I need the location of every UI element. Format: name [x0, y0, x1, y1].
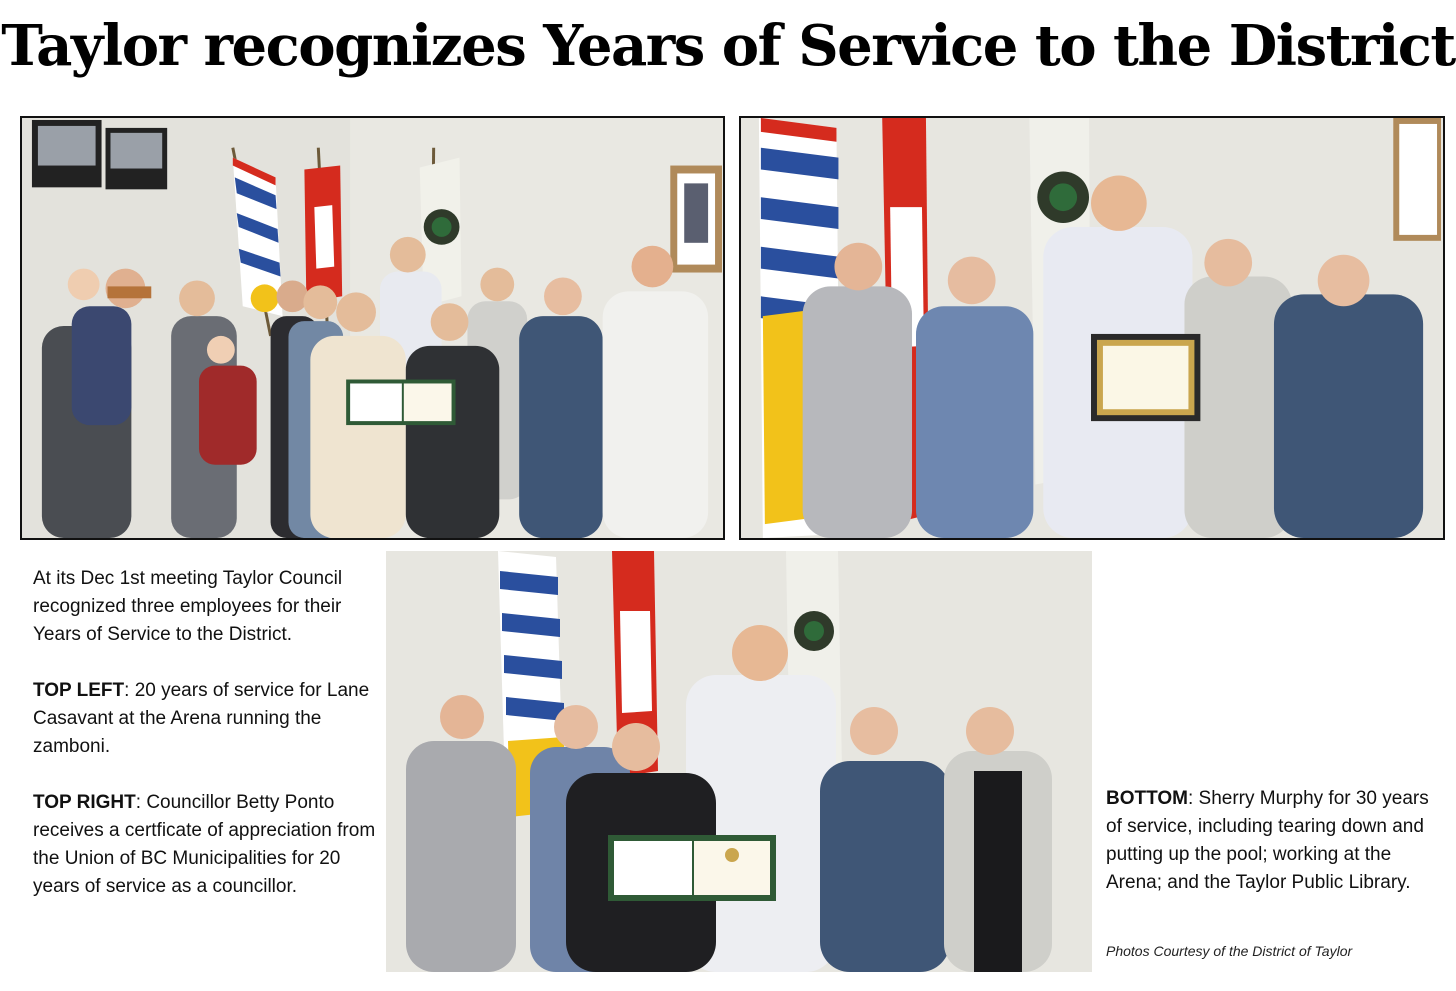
photo-credit: Photos Courtesy of the District of Taylor — [1106, 943, 1353, 959]
photo-top-right — [739, 116, 1445, 540]
top-left-caption — [33, 677, 378, 761]
top-left-label: TOP LEFT — [33, 680, 125, 701]
photo-top-left — [20, 116, 725, 540]
top-right-caption — [33, 789, 378, 901]
headline: Taylor recognizes Years of Service to the District — [1, 13, 1455, 79]
bottom-text: : Sherry Murphy for 30 years of service, including tearing down and putting up the pool; working at the Arena; and the Taylor Public Library. — [1106, 788, 1429, 893]
top-right-text: : Councillor Betty Ponto receives a certficate of appreciation from the Union of BC Municipalities for 20 years of service as a councillor. — [33, 792, 376, 897]
top-left-text: : 20 years of service for Lane Casavant at the Arena running the zamboni. — [33, 680, 370, 757]
photo-bottom — [386, 551, 1092, 972]
caption-right — [1106, 785, 1446, 925]
bottom-caption — [1106, 785, 1446, 897]
caption-left — [33, 565, 378, 929]
intro-text: At its Dec 1st meeting Taylor Council recognized three employees for their Years of Service to the District. — [33, 568, 343, 645]
bottom-label: BOTTOM — [1106, 788, 1188, 809]
top-right-label: TOP RIGHT — [33, 792, 136, 813]
